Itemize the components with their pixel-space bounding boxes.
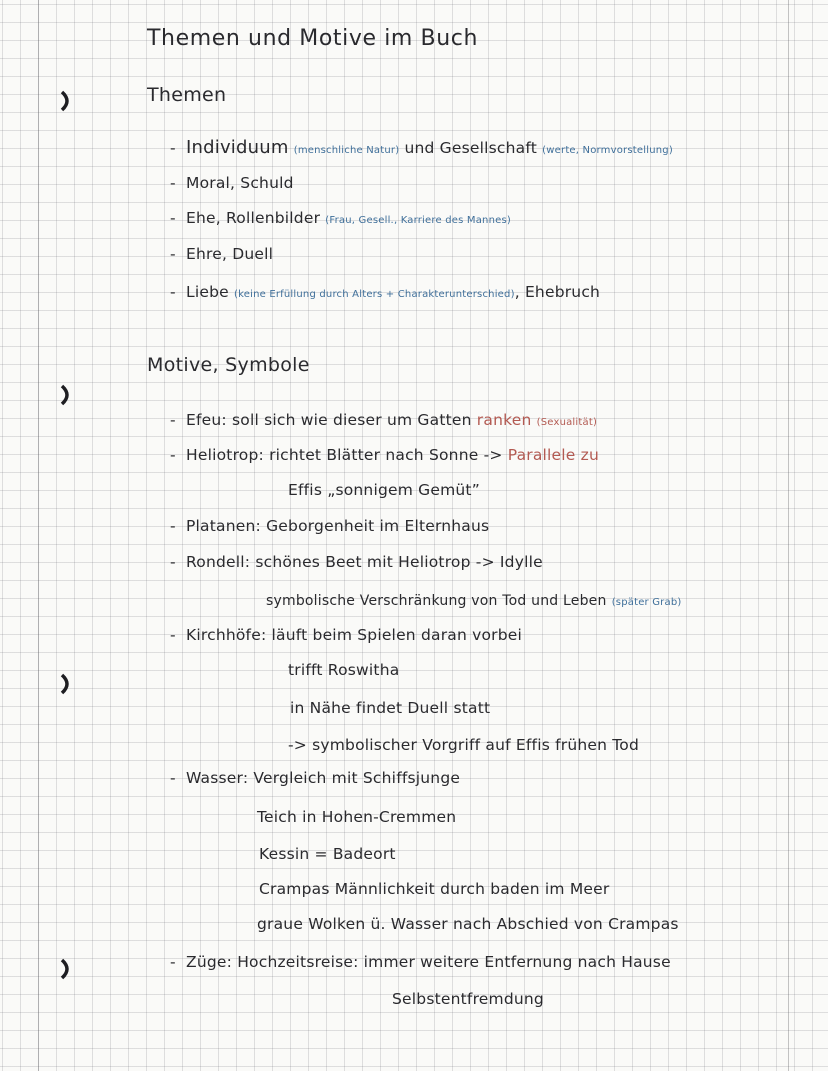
motiv-zuege: - Züge: Hochzeitsreise: immer weitere Entfernung nach Hause [170,953,671,971]
motiv-heliotrop: - Heliotrop: richtet Blätter nach Sonne -> Parallele zu [170,446,600,464]
themen-item-moral: - Moral, Schuld [170,174,294,192]
themen-item-individuum: - Individuum (menschliche Natur) und Gesellschaft (werte, Normvorstellung) [170,137,673,158]
motiv-zuege-line2: Selbstentfremdung [392,990,544,1008]
margin-line-left [38,0,39,1071]
motiv-wasser-line3: Kessin = Badeort [259,845,396,863]
motiv-wasser-line2: Teich in Hohen-Cremmen [257,808,457,826]
motiv-wasser: - Wasser: Vergleich mit Schiffsjunge [170,769,461,787]
motiv-kirchhoefe-line4: -> symbolischer Vorgriff auf Effis frühen Tod [288,736,640,754]
page-title: Themen und Motive im Buch [147,26,479,51]
motiv-platanen: - Platanen: Geborgenheit im Elternhaus [170,517,490,535]
motiv-efeu: - Efeu: soll sich wie dieser um Gatten ranken (Sexualität) [170,411,598,429]
motiv-kirchhoefe-line3: in Nähe findet Duell statt [290,699,491,717]
punch-hole-icon [56,384,74,406]
motiv-kirchhoefe: - Kirchhöfe: läuft beim Spielen daran vorbei [170,626,523,644]
motiv-kirchhoefe-line2: trifft Roswitha [288,661,400,679]
motiv-wasser-line5: graue Wolken ü. Wasser nach Abschied von Crampas [257,915,679,933]
themen-item-liebe: - Liebe (keine Erfüllung durch Alters + Charakterunterschied), Ehebruch [170,283,601,301]
punch-hole-icon [56,90,74,112]
motiv-wasser-line4: Crampas Männlichkeit durch baden im Meer [259,880,610,898]
themen-item-ehre: - Ehre, Duell [170,245,274,263]
motive-heading: Motive, Symbole [147,354,310,376]
themen-heading: Themen [147,84,227,106]
themen-item-ehe: - Ehe, Rollenbilder (Frau, Gesell., Karriere des Mannes) [170,209,511,227]
punch-hole-icon [56,958,74,980]
punch-hole-icon [56,673,74,695]
motiv-rondell-line2: symbolische Verschränkung von Tod und Leben (später Grab) [266,593,682,609]
motiv-heliotrop-line2: Effis „sonnigem Gemüt” [288,481,480,499]
motiv-rondell: - Rondell: schönes Beet mit Heliotrop -> Idylle [170,553,543,571]
margin-line-right [788,0,789,1071]
